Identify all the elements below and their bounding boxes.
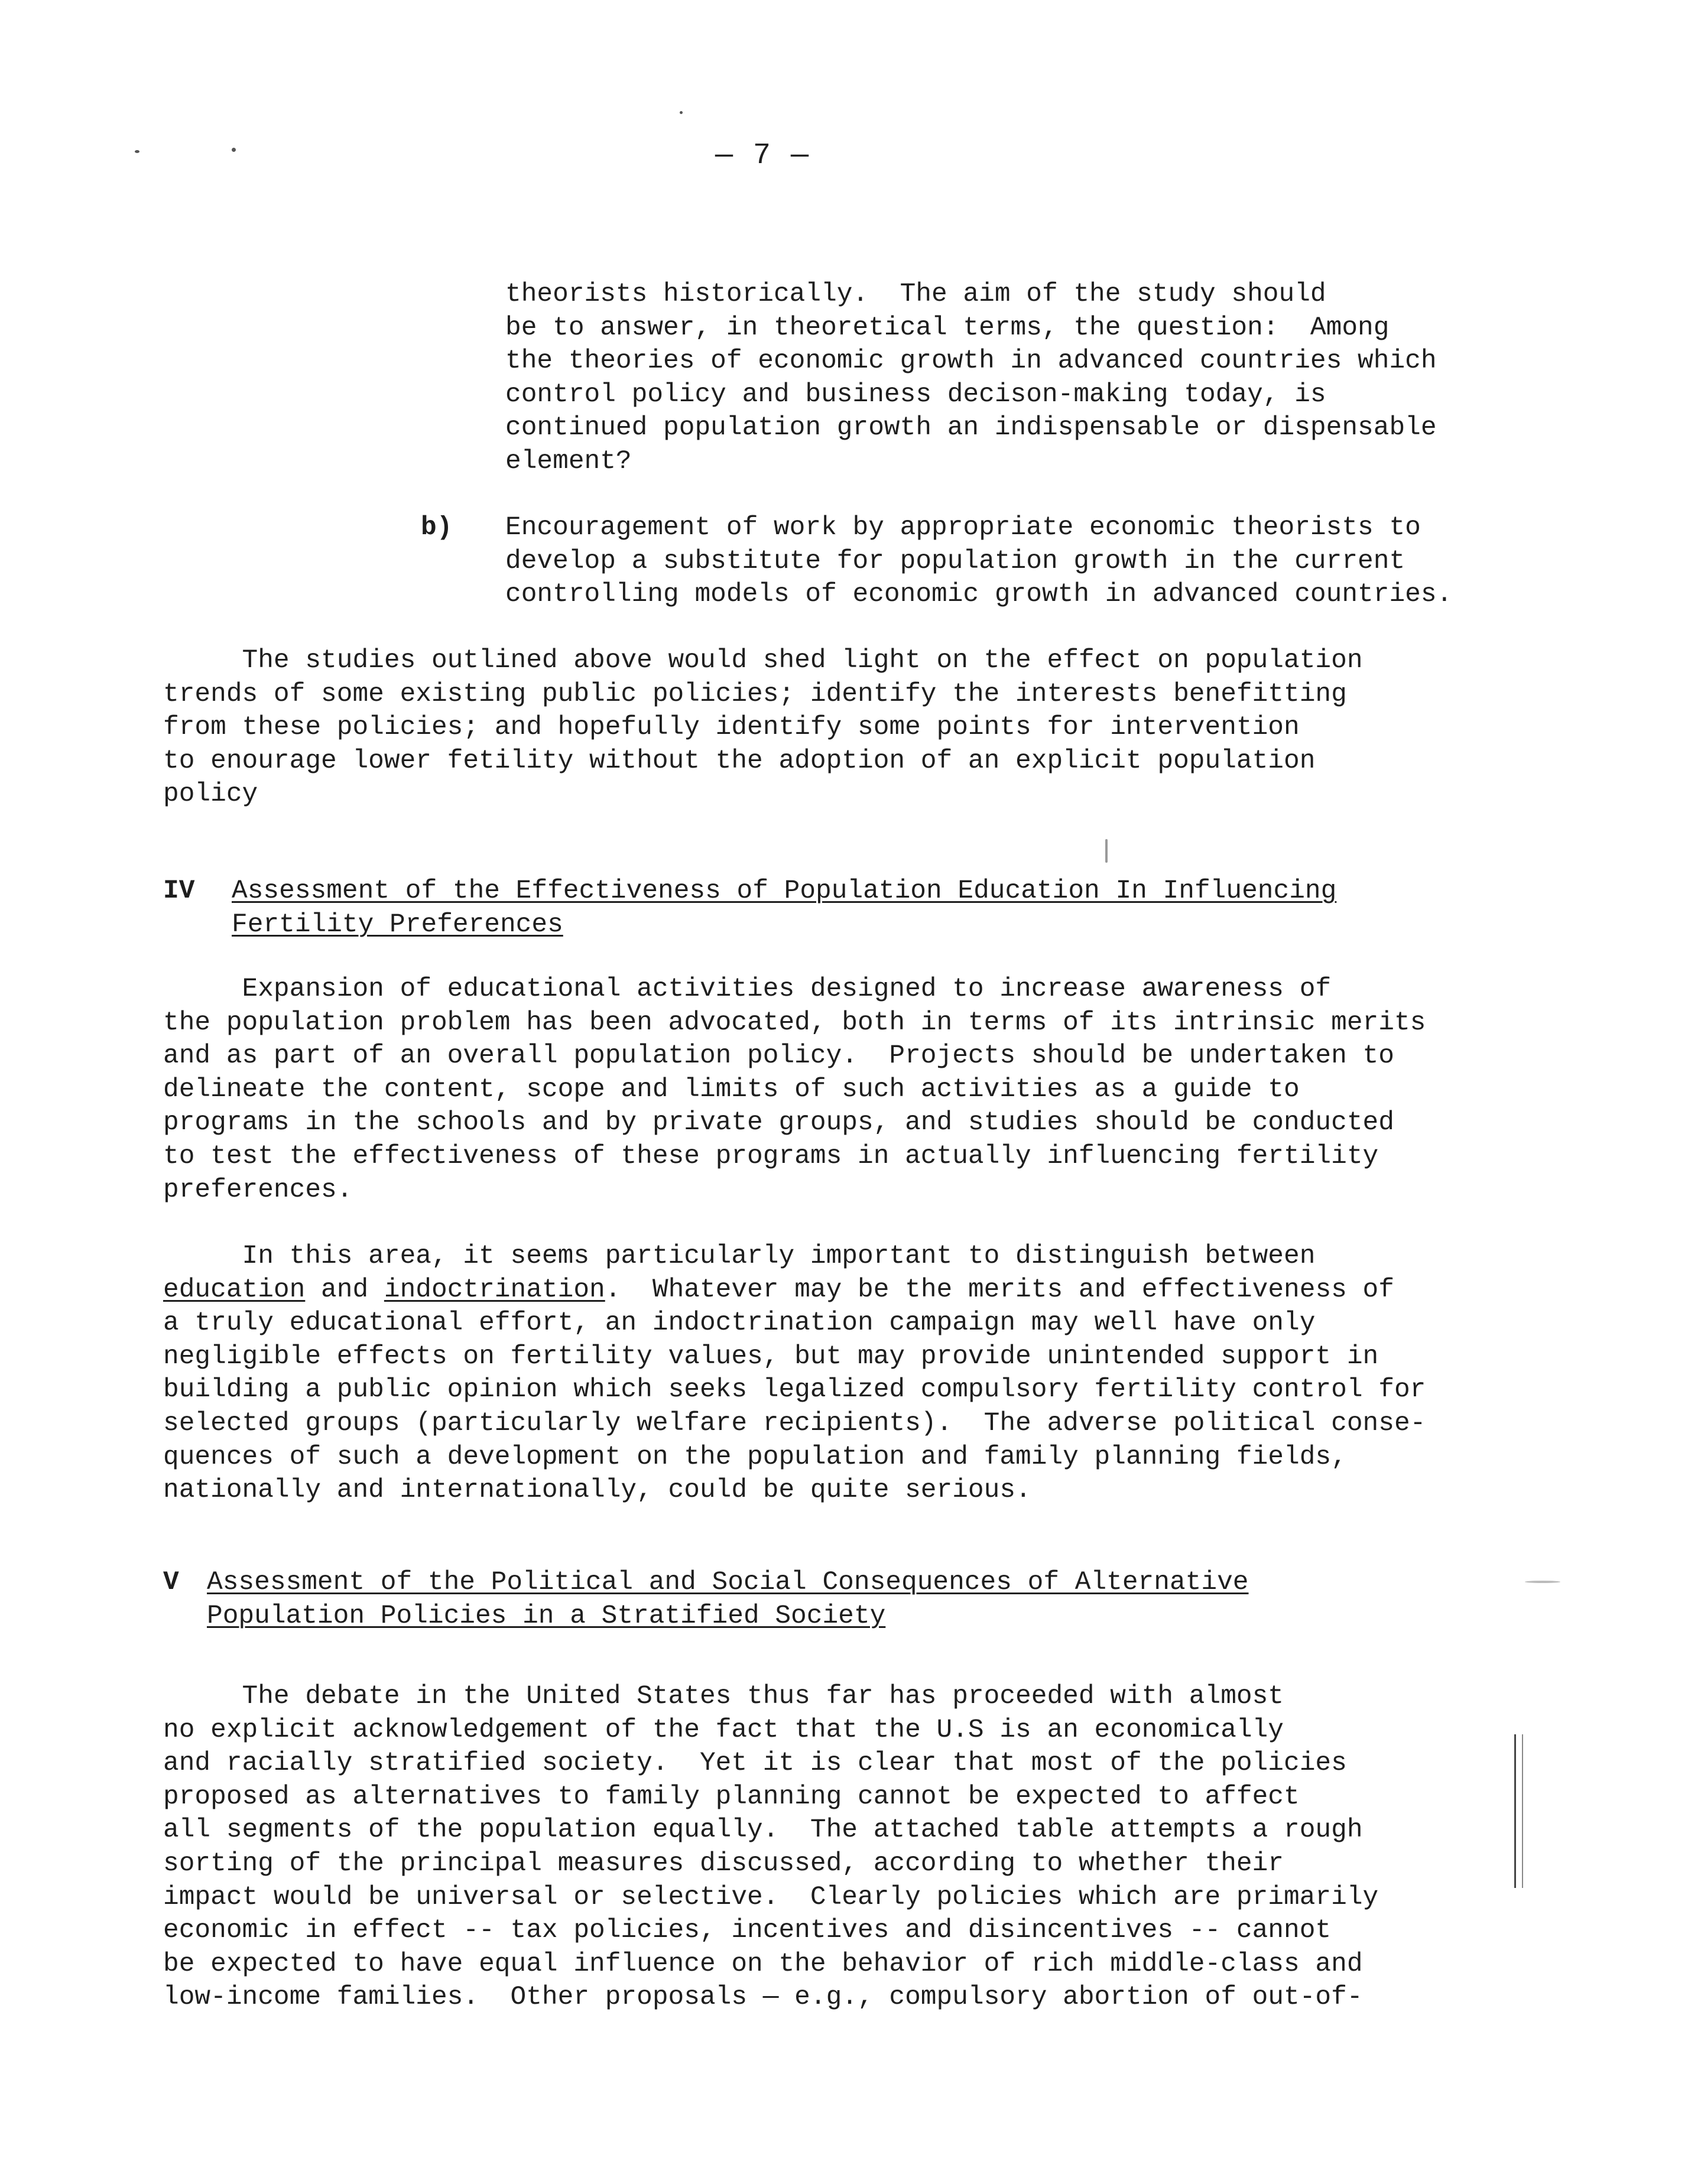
text-line: programs in the schools and by private groups, and studies should be conducted [163,1108,1394,1138]
underlined-term: education [163,1275,306,1305]
underlined-term: indoctrination [384,1275,605,1305]
page-number: — 7 — [715,139,810,173]
text-line: all segments of the population equally. The attached table attempts a rough [163,1815,1363,1845]
section-v-paragraph [163,1680,1378,2014]
text-line: a truly educational effort, an indoctrination campaign may well have only [163,1308,1316,1338]
text-line: quences of such a development on the population and family planning fields, [163,1442,1347,1472]
section-iv-heading [232,875,1336,941]
text-line: no explicit acknowledgement of the fact that the U.S is an economically [163,1715,1284,1745]
text-line: In this area, it seems particularly important to distinguish between [163,1242,1316,1271]
text-line: nationally and internationally, could be quite serious. [163,1476,1031,1506]
text-line: preferences. [163,1175,353,1205]
text-line: impact would be universal or selective. Clearly policies which are primarily [163,1882,1379,1912]
summary-paragraph [163,644,1363,811]
text-line: The studies outlined above would shed light on the effect on population [163,646,1363,675]
text-line: to enourage lower fetility without the adoption of an explicit population [163,746,1316,776]
text-line: sorting of the principal measures discussed, according to whether their [163,1848,1284,1878]
text-fragment: . Whatever may be the merits and effectiveness of [605,1275,1394,1305]
text-line: element? [505,446,632,476]
text-line: selected groups (particularly welfare recipients). The adverse political conse- [163,1408,1426,1438]
heading-line: Assessment of the Political and Social Consequences of Alternative [207,1568,1249,1597]
text-line: proposed as alternatives to family planning cannot be expected to affect [163,1782,1300,1812]
continuation-paragraph [505,278,1437,479]
text-line: be expected to have equal influence on the behavior of rich middle-class and [163,1949,1363,1979]
heading-line: Assessment of the Effectiveness of Population Education In Influencing [232,876,1337,906]
section-v-number: V [163,1568,179,1597]
section-iv-paragraph-1 [163,973,1426,1207]
text-line: from these policies; and hopefully identify some points for intervention [163,713,1300,743]
margin-mark [1514,1734,1523,1888]
text-line: delineate the content, scope and limits of such activities as a guide to [163,1074,1300,1104]
text-line: to test the effectiveness of these programs in actually influencing fertility [163,1141,1379,1171]
text-line: continued population growth an indispensable or dispensable [505,413,1437,443]
text-line: The debate in the United States thus far has proceeded with almost [163,1682,1284,1711]
text-line: trends of some existing public policies; identify the interests benefitting [163,679,1347,709]
text-line: policy [163,779,258,810]
text-line: the theories of economic growth in advanced countries which [505,346,1437,376]
text-line: Expansion of educational activities designed to increase awareness of [163,974,1332,1004]
item-b-text [505,511,1452,612]
text-line: develop a substitute for population growth in the current [505,546,1405,576]
scan-speck [135,150,139,153]
text-line [163,1273,1426,1307]
scan-speck [232,148,236,152]
text-line: the population problem has been advocated, both in terms of its intrinsic merits [163,1008,1426,1038]
text-line: Encouragement of work by appropriate economic theorists to [505,513,1421,542]
text-line: low-income families. Other proposals — e.g., compulsory abortion of out-of- [163,1982,1363,2013]
section-v-heading [207,1566,1249,1633]
text-line: and as part of an overall population policy. Projects should be undertaken to [163,1041,1394,1071]
scan-speck [1105,839,1108,863]
text-line: be to answer, in theoretical terms, the question: Among [505,313,1390,343]
section-iv-number: IV [163,876,195,906]
scan-speck [1525,1581,1560,1583]
heading-line: Fertility Preferences [232,909,563,940]
text-line: economic in effect -- tax policies, incentives and disincentives -- cannot [163,1916,1332,1946]
text-line: building a public opinion which seeks legalized compulsory fertility control for [163,1375,1426,1405]
section-iv-paragraph-2 [163,1240,1426,1507]
heading-line: Population Policies in a Stratified Society [207,1601,886,1631]
text-line: negligible effects on fertility values, but may provide unintended support in [163,1341,1379,1372]
text-line: and racially stratified society. Yet it is clear that most of the policies [163,1748,1347,1779]
text-line: controlling models of economic growth in advanced countries. [505,580,1453,610]
scan-speck [680,111,683,114]
text-line: control policy and business decison-making today, is [505,379,1326,410]
item-b-label: b) [421,513,453,542]
text-line: theorists historically. The aim of the study should [505,280,1326,309]
text-fragment: and [305,1275,384,1305]
